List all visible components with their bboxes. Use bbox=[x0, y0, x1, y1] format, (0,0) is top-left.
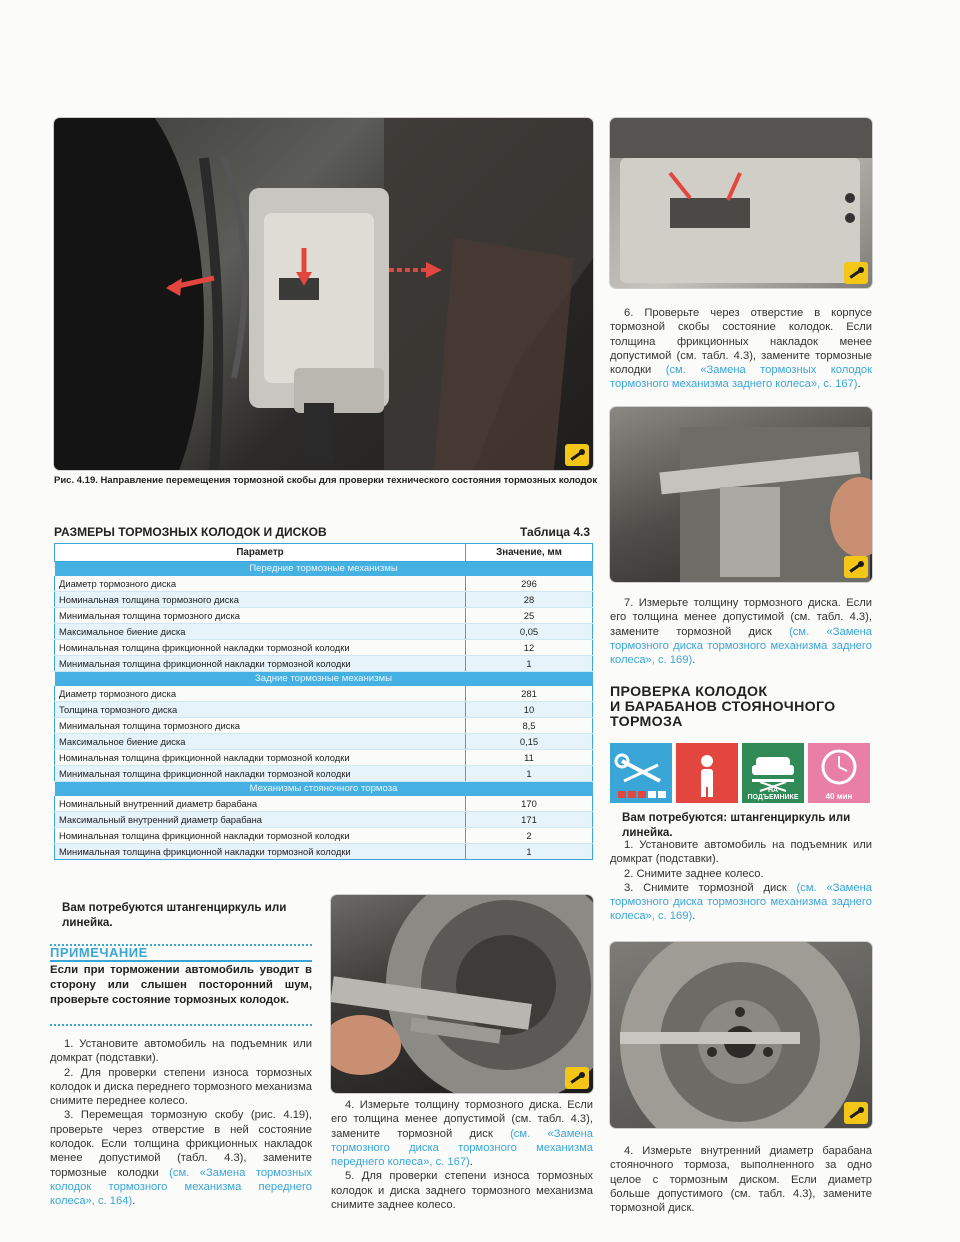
mid-steps bbox=[331, 1098, 593, 1212]
rear-disc-measure-photo bbox=[610, 407, 872, 582]
difficulty-wrench-icon bbox=[610, 743, 672, 803]
note-text: Если при торможении автомобиль уводит в сторону или слышен посторонний шум, проверьте состояние тормозных колодок. bbox=[50, 964, 312, 1006]
wrench-icon bbox=[565, 444, 589, 466]
table-cell-value: 281 bbox=[466, 686, 593, 702]
table-section-header: Механизмы стояночного тормоза bbox=[55, 782, 593, 797]
table-cell-value: 12 bbox=[466, 640, 593, 656]
right-p-step-4: 4. Измерьте внутренний диаметр барабана стояночного тормоза, выполненного за одно целое с тормозным диском. Если диаметр больше допустимого (см. табл. 4.3), замените тормозной диск. bbox=[610, 1145, 872, 1215]
note-bottom-rule bbox=[50, 1024, 312, 1026]
table-cell-parameter: Диаметр тормозного диска bbox=[55, 686, 466, 702]
column-header-parameter: Параметр bbox=[55, 544, 466, 562]
table-row bbox=[55, 656, 593, 672]
table-row bbox=[55, 686, 593, 702]
right-step-6: 6. Проверьте через отверстие в корпусе тормозной скобы состояние колодок. Если толщина фрикционных накладок менее допустимой (см. табл. 4.3), замените тормозные колодки (см. «Замена тормозных колодок тормозного механизма заднего колеса», с. 167). bbox=[610, 307, 872, 391]
table-cell-parameter: Номинальная толщина фрикционной накладки тормозной колодки bbox=[55, 640, 466, 656]
table-cell-parameter: Минимальная толщина тормозного диска bbox=[55, 718, 466, 734]
table-cell-value: 1 bbox=[466, 766, 593, 782]
table-cell-value: 2 bbox=[466, 828, 593, 844]
table-cell-value: 171 bbox=[466, 812, 593, 828]
table-number: Таблица 4.3 bbox=[520, 525, 591, 539]
table-cell-value: 170 bbox=[466, 796, 593, 812]
p-step-2: 2. Снимите заднее колесо. bbox=[624, 867, 764, 880]
table-cell-parameter: Номинальный внутренний диаметр барабана bbox=[55, 796, 466, 812]
table-row bbox=[55, 592, 593, 608]
table-cell-parameter: Максимальное биение диска bbox=[55, 624, 466, 640]
table-cell-value: 8,5 bbox=[466, 718, 593, 734]
step-4-mid: 4. Измерьте толщину тормозного диска. Если его толщина менее допустимой (см. табл. 4.3), замените тормозной диск (см. «Замена тормозного диска тормозного механизма переднего колеса», с. 167). bbox=[331, 1099, 594, 1169]
wrench-icon bbox=[844, 556, 868, 578]
step-2-left: 2. Для проверки степени износа тормозных колодок и диска переднего тормозного механизма снимите переднее колесо. bbox=[50, 1066, 312, 1108]
link-step6[interactable]: (см. «Замена тормозных колодок тормозного механизма заднего колеса», с. 167) bbox=[610, 364, 872, 391]
table-cell-value: 11 bbox=[466, 750, 593, 766]
right-step-7: 7. Измерьте толщину тормозного диска. Если его толщина менее допустимой (см. табл. 4.3), замените тормозной диск (см. «Замена тормозного диска тормозного механизма заднего колеса», с. 169). bbox=[610, 597, 873, 667]
caliper-photo bbox=[54, 118, 593, 470]
lift-label: НА ПОДЪЕМНИКЕ bbox=[747, 787, 799, 801]
table-section-header: Задние тормозные механизмы bbox=[55, 672, 593, 687]
figure-caption: Рис. 4.19. Направление перемещения тормозной скобы для проверки технического состояния тормозных колодок bbox=[54, 475, 598, 486]
rear-disc-illustration bbox=[610, 407, 872, 582]
lift-car-icon bbox=[742, 743, 804, 803]
step-1-left: 1. Установите автомобиль на подъемник или домкрат (подставки). bbox=[50, 1038, 312, 1065]
rear-caliper-illustration bbox=[610, 118, 872, 288]
wrench-icon bbox=[565, 1067, 589, 1089]
left-steps bbox=[50, 1037, 312, 1209]
table-cell-value: 0,15 bbox=[466, 734, 593, 750]
section-heading: ПРОВЕРКА КОЛОДОК И БАРАБАНОВ СТОЯНОЧНОГО ТОРМОЗА bbox=[610, 684, 836, 730]
table-row bbox=[55, 624, 593, 640]
time-label: 40 мин bbox=[825, 792, 853, 801]
table-cell-value: 25 bbox=[466, 608, 593, 624]
table-cell-parameter: Номинальная толщина фрикционной накладки тормозной колодки bbox=[55, 750, 466, 766]
right-parking-steps bbox=[610, 838, 872, 924]
caliper-illustration bbox=[54, 118, 593, 470]
table-cell-parameter: Номинальная толщина тормозного диска bbox=[55, 592, 466, 608]
table-cell-parameter: Диаметр тормозного диска bbox=[55, 576, 466, 592]
link-p-step3[interactable]: (см. «Замена тормозного диска тормозного механизма заднего колеса», с. 169) bbox=[610, 881, 872, 923]
p-step-3: 3. Снимите тормозной диск (см. «Замена тормозного диска тормозного механизма заднего колеса», с. 169). bbox=[610, 881, 872, 923]
table-row bbox=[55, 844, 593, 860]
table-row bbox=[55, 576, 593, 592]
table-cell-value: 1 bbox=[466, 844, 593, 860]
drum-illustration bbox=[610, 942, 872, 1128]
table-section-header: Передние тормозные механизмы bbox=[55, 562, 593, 577]
wrench-icon bbox=[844, 1102, 868, 1124]
table-cell-parameter: Минимальная толщина тормозного диска bbox=[55, 608, 466, 624]
table-row bbox=[55, 608, 593, 624]
link-step3[interactable]: (см. «Замена тормозных колодок тормозного механизма переднего колеса», с. 164) bbox=[50, 1166, 312, 1208]
table-cell-value: 0,05 bbox=[466, 624, 593, 640]
time-clock-icon bbox=[808, 743, 870, 803]
disc-measure-illustration bbox=[331, 895, 593, 1093]
note-bar bbox=[50, 960, 312, 962]
table-body bbox=[55, 562, 593, 860]
table-cell-parameter: Толщина тормозного диска bbox=[55, 702, 466, 718]
table-cell-parameter: Номинальная толщина фрикционной накладки тормозной колодки bbox=[55, 828, 466, 844]
step-3-left: 3. Перемещая тормозную скобу (рис. 4.19), проверьте через отверстие в ней состояние колодок. Если толщина фрикционных накладок менее допустимой (табл. 4.3), замените тормозные колодки (см. «Замена тормозных колодок тормозного механизма переднего колеса», с. 164). bbox=[50, 1109, 312, 1208]
table-row bbox=[55, 640, 593, 656]
table-cell-value: 296 bbox=[466, 576, 593, 592]
step-5-mid: 5. Для проверки степени износа тормозных колодок и диска заднего тормозного механизма снимите заднее колесо. bbox=[331, 1170, 593, 1212]
table-cell-value: 1 bbox=[466, 656, 593, 672]
tools-needed-right: Вам потребуются: штангенциркуль или линейка. bbox=[622, 811, 851, 839]
table-cell-parameter: Максимальный внутренний диаметр барабана bbox=[55, 812, 466, 828]
wrench-icon bbox=[844, 262, 868, 284]
table-row bbox=[55, 766, 593, 782]
table-row bbox=[55, 828, 593, 844]
tools-needed-left: Вам потребуются штангенциркуль или линейка. bbox=[62, 901, 287, 929]
one-person-icon bbox=[676, 743, 738, 803]
disc-caliper-measure-photo bbox=[331, 895, 593, 1093]
p-step-1: 1. Установите автомобиль на подъемник или домкрат (подставки). bbox=[610, 839, 872, 866]
table-cell-parameter: Минимальная толщина фрикционной накладки тормозной колодки bbox=[55, 766, 466, 782]
table-row bbox=[55, 812, 593, 828]
table-row bbox=[55, 702, 593, 718]
table-cell-parameter: Максимальное биение диска bbox=[55, 734, 466, 750]
link-step4[interactable]: (см. «Замена тормозного диска тормозного механизма переднего колеса», с. 167) bbox=[331, 1127, 594, 1169]
table-cell-value: 28 bbox=[466, 592, 593, 608]
table-row bbox=[55, 796, 593, 812]
table-row bbox=[55, 734, 593, 750]
column-header-value: Значение, мм bbox=[466, 544, 593, 562]
table-title: РАЗМЕРЫ ТОРМОЗНЫХ КОЛОДОК И ДИСКОВ bbox=[54, 525, 327, 539]
rear-caliper-photo bbox=[610, 118, 872, 288]
table-row bbox=[55, 718, 593, 734]
link-step7[interactable]: (см. «Замена тормозного диска тормозного механизма заднего колеса», с. 169) bbox=[610, 625, 873, 667]
brake-dimensions-table bbox=[54, 543, 593, 860]
table-cell-parameter: Минимальная толщина фрикционной накладки тормозной колодки bbox=[55, 656, 466, 672]
table-cell-parameter: Минимальная толщина фрикционной накладки тормозной колодки bbox=[55, 844, 466, 860]
drum-disc-photo bbox=[610, 942, 872, 1128]
table-cell-value: 10 bbox=[466, 702, 593, 718]
table-row bbox=[55, 750, 593, 766]
note-title: ПРИМЕЧАНИЕ bbox=[50, 945, 148, 960]
